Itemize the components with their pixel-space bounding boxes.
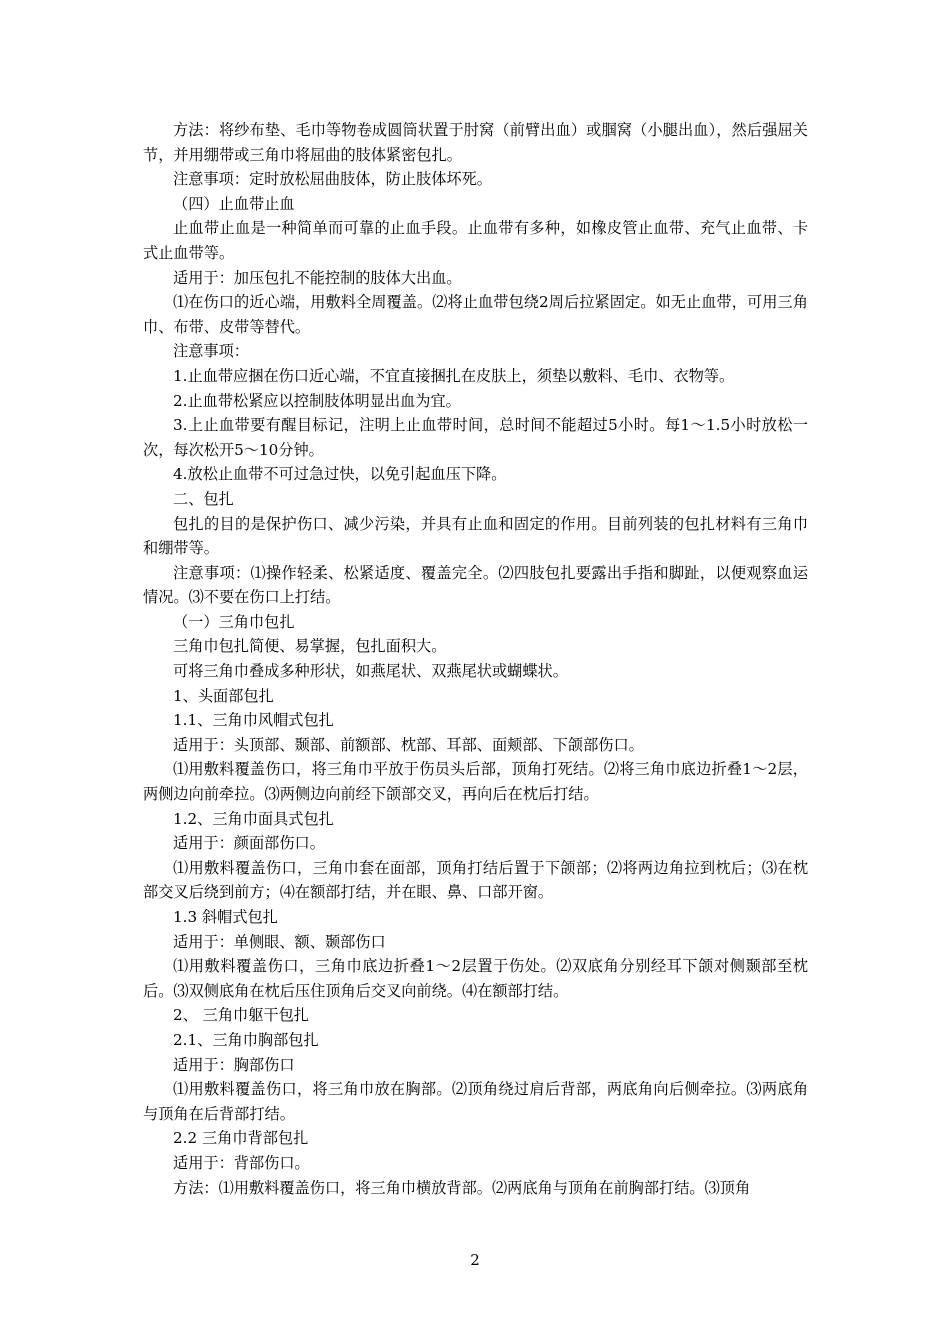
paragraph: 适用于：头顶部、颞部、前额部、枕部、耳部、面颊部、下颌部伤口。: [173, 735, 644, 754]
section-heading: 二、包扎: [173, 489, 234, 508]
paragraph: 方法：⑴用敷料覆盖伤口，将三角巾横放背部。⑵两底角与顶角在前胸部打结。⑶顶角: [173, 1178, 751, 1197]
paragraph: 可将三角巾叠成多种形状，如燕尾状、双燕尾状或蝴蝶状。: [173, 662, 568, 681]
section-heading: 2.2 三角巾背部包扎: [173, 1129, 309, 1148]
paragraph: 包扎的目的是保护伤口、减少污染，并具有止血和固定的作用。目前列装的包扎材料有三角巾和绷带等。: [143, 514, 808, 558]
paragraph: ⑴用敷料覆盖伤口，将三角巾放在胸部。⑵顶角绕过肩后背部，两底角向后侧牵拉。⑶两底角与顶角在后背部打结。: [143, 1080, 808, 1123]
section-heading: （一）三角巾包扎: [173, 612, 295, 631]
paragraph: 适用于：加压包扎不能控制的肢体大出血。: [173, 268, 462, 287]
paragraph: ⑴用敷料覆盖伤口，三角巾套在面部，顶角打结后置于下颌部；⑵将两边角拉到枕后；⑶在枕部交叉后绕到前方；⑷在额部打结，并在眼、鼻、口部开窗。: [143, 858, 808, 902]
section-heading: 1、头面部包扎: [173, 686, 274, 705]
paragraph: 适用于：单侧眼、额、颞部伤口: [173, 932, 386, 951]
section-heading: 1.3 斜帽式包扎: [173, 908, 278, 926]
list-item: 2.止血带松紧应以控制肢体明显出血为宜。: [173, 391, 461, 410]
document-body: [143, 118, 808, 1200]
paragraph: ⑴在伤口的近心端，用敷料全周覆盖。⑵将止血带包绕2周后拉紧固定。如无止血带，可用三角巾、布带、皮带等替代。: [143, 293, 808, 336]
paragraph: 适用于：背部伤口。: [173, 1153, 310, 1172]
list-item: 3.上止血带要有醒目标记，注明上止血带时间，总时间不能超过5小时。每1～1.5小时放松一次，每次松开5～10分钟。: [143, 416, 808, 459]
section-heading: 1.1、三角巾风帽式包扎: [173, 711, 334, 730]
section-heading: 1.2、三角巾面具式包扎: [173, 809, 334, 828]
paragraph: 方法：将纱布垫、毛巾等物卷成圆筒状置于肘窝（前臂出血）或腘窝（小腿出血），然后强屈关节，并用绷带或三角巾将屈曲的肢体紧密包扎。: [143, 121, 808, 164]
list-item: 4.放松止血带不可过急过快，以免引起血压下降。: [173, 465, 507, 484]
paragraph: 注意事项：⑴操作轻柔、松紧适度、覆盖完全。⑵四肢包扎要露出手指和脚趾，以便观察血运情况。⑶不要在伤口上打结。: [143, 563, 808, 607]
section-heading: 2、 三角巾躯干包扎: [173, 1006, 309, 1025]
paragraph: 适用于：颜面部伤口。: [173, 834, 325, 853]
paragraph: 注意事项：定时放松屈曲肢体，防止肢体坏死。: [173, 170, 492, 189]
paragraph: 三角巾包扎简便、易掌握，包扎面积大。: [173, 637, 447, 656]
page-number: 2: [470, 1251, 480, 1269]
paragraph: ⑴用敷料覆盖伤口，将三角巾平放于伤员头后部，顶角打死结。⑵将三角巾底边折叠1～2层，两侧边向前牵拉。⑶两侧边向前经下颌部交叉，再向后在枕后打结。: [143, 760, 808, 804]
paragraph: 适用于：胸部伤口: [173, 1055, 295, 1074]
paragraph: 注意事项：: [173, 342, 249, 361]
list-item: 1.止血带应捆在伤口近心端，不宜直接捆扎在皮肤上，须垫以敷料、毛巾、衣物等。: [173, 366, 735, 385]
paragraph: 止血带止血是一种简单而可靠的止血手段。止血带有多种，如橡皮管止血带、充气止血带、卡式止血带等。: [143, 219, 808, 262]
section-heading: （四）止血带止血: [173, 194, 295, 213]
paragraph: ⑴用敷料覆盖伤口，三角巾底边折叠1～2层置于伤处。⑵双底角分别经耳下颌对侧颞部至枕后。⑶双侧底角在枕后压住顶角后交叉向前绕。⑷在额部打结。: [143, 957, 808, 1000]
section-heading: 2.1、三角巾胸部包扎: [173, 1030, 319, 1049]
